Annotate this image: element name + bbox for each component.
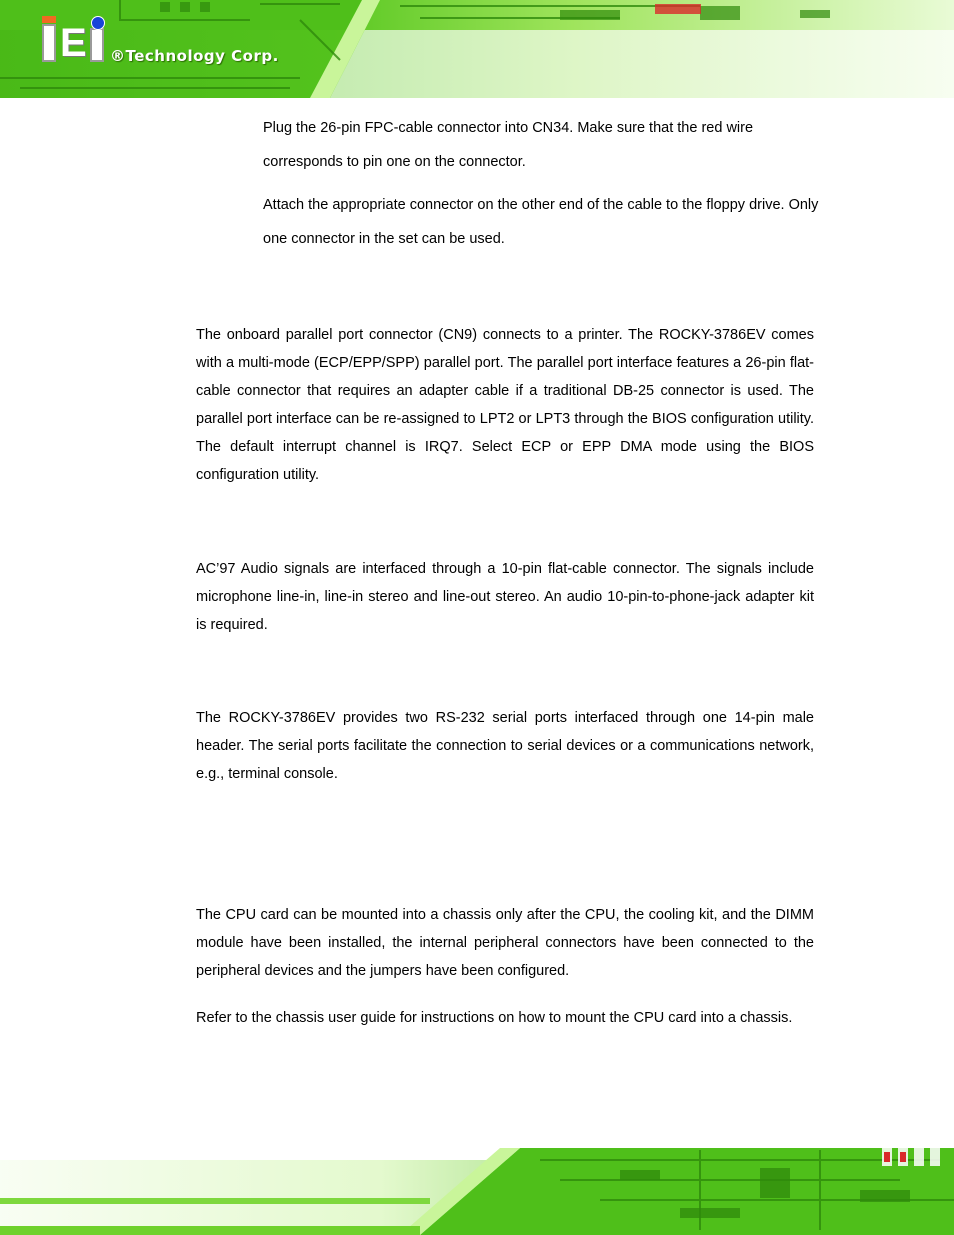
footer-circuit-graphic [0, 1140, 954, 1235]
serial-ports-paragraph: The ROCKY-3786EV provides two RS-232 serial ports interfaced through one 14-pin male header. The serial ports facilitate the connection to serial devices or a communications network, e.g., terminal console. [196, 710, 814, 782]
company-logo [38, 14, 328, 74]
logo-letter-i [42, 24, 56, 62]
parallel-port-paragraph: The onboard parallel port connector (CN9) connects to a printer. The ROCKY-3786EV comes with a multi-mode (ECP/EPP/SPP) parallel port. The parallel port interface features a 26-pin flat-cable connector that requires an adapter cable if a traditional DB-25 connector is used. The parallel port interface can be re-assigned to LPT2 or LPT3 through the BIOS configuration utility. The default interrupt channel is IRQ7. Select ECP or EPP DMA mode using the BIOS configuration utility. [196, 327, 814, 483]
logo-letter-e: E [60, 21, 87, 65]
chassis-paragraph-1: The CPU card can be mounted into a chassis only after the CPU, the cooling kit, and the DIMM module have been installed, the internal peripheral connectors have been connected to the peripheral devices and the jumpers have been configured. [196, 907, 814, 979]
header-banner [0, 0, 954, 98]
logo-blue-dot [91, 16, 105, 30]
instruction-step-2: Attach the appropriate connector on the other end of the cable to the floppy drive. Only one connector in the set can be used. [263, 197, 819, 247]
logo-orange-block [42, 16, 56, 23]
footer-banner [0, 1140, 954, 1235]
logo-company-name: ®Technology Corp. [110, 47, 279, 65]
chassis-paragraph-2: Refer to the chassis user guide for instructions on how to mount the CPU card into a chassis. [196, 1010, 793, 1026]
audio-paragraph: AC’97 Audio signals are interfaced through a 10-pin flat-cable connector. The signals include microphone line-in, line-in stereo and line-out stereo. An audio 10-pin-to-phone-jack adapter kit is required. [196, 561, 814, 633]
instruction-step-1: Plug the 26-pin FPC-cable connector into CN34. Make sure that the red wire corresponds to pin one on the connector. [263, 120, 754, 170]
logo-letter-i-second [90, 28, 104, 62]
